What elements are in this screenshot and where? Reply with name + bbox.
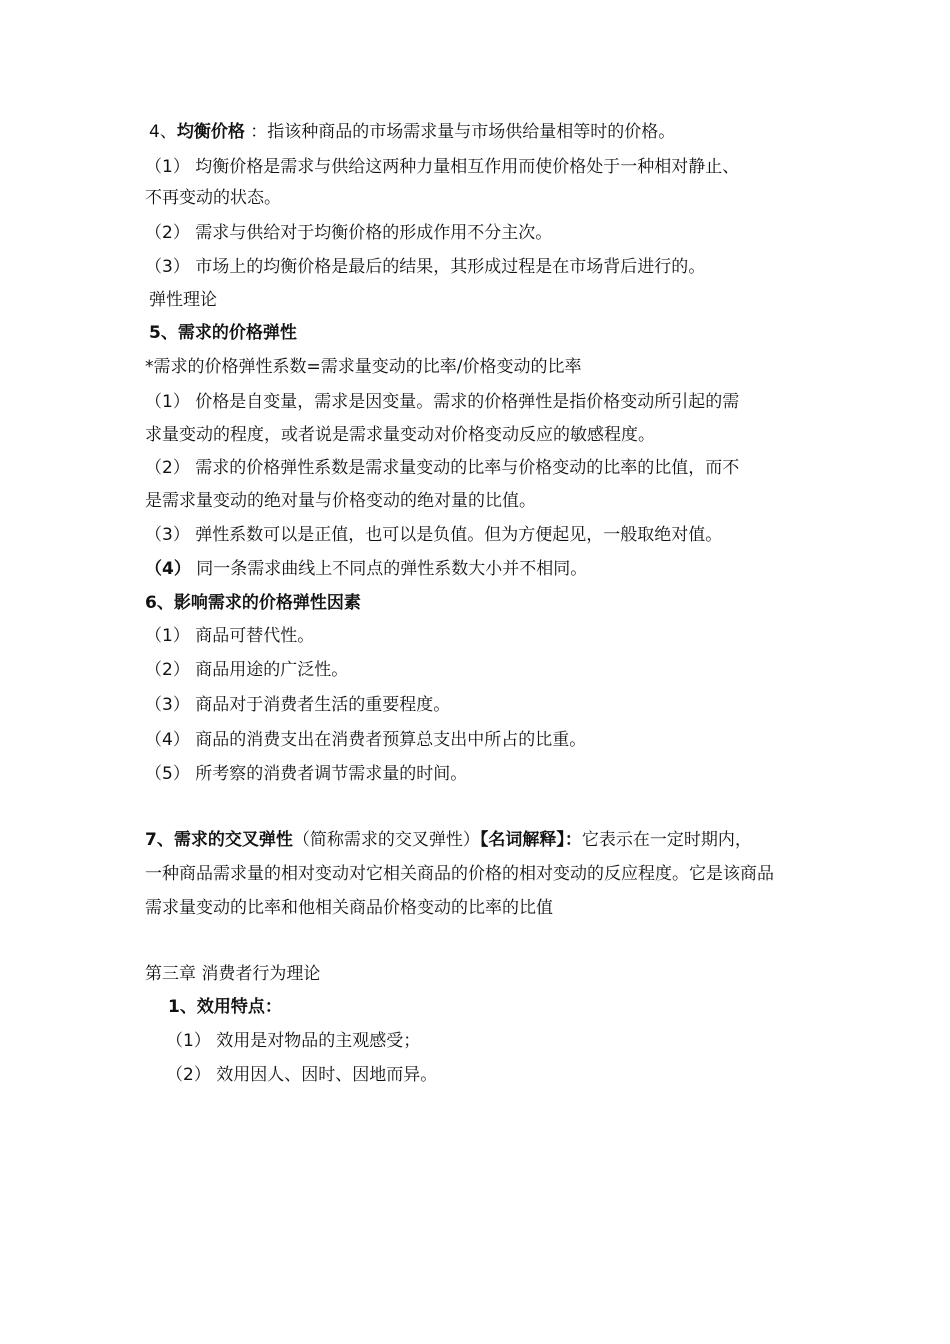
chapter-3-item-2: （2） 效用因人、因时、因地而异。 [166,1065,438,1085]
section-4-number: 4、 [149,122,177,142]
section-7-tag: 【名词解释】： [479,830,582,850]
chapter-3-item-1: （1） 效用是对物品的主观感受； [166,1031,421,1051]
section-4-def: ：指该种商品的市场需求量与市场供给量相等时的价格。 [244,122,676,142]
section-6-title: 6、影响需求的价格弹性因素 [145,593,361,613]
chapter-3-subtitle: 1、效用特点： [168,997,282,1017]
section-4-item-3: （3） 市场上的均衡价格是最后的结果，其形成过程是在市场背后进行的。 [145,257,706,277]
section-7-title: 7、需求的交叉弹性 [145,830,293,850]
section-6-item-4: （4） 商品的消费支出在消费者预算总支出中所占的比重。 [145,730,587,750]
section-7-paren: （简称需求的交叉弹性） [292,830,480,850]
section-7-line-3: 需求量变动的比率和他相关商品价格变动的比率的比值 [145,898,553,918]
section-5-title: 5、需求的价格弹性 [149,323,297,343]
section-5-item-4-text: 同一条需求曲线上不同点的弹性系数大小并不相同。 [190,559,588,579]
section-5-line-5: （3） 弹性系数可以是正值，也可以是负值。但为方便起见，一般取绝对值。 [145,525,723,545]
section-6-item-2: （2） 商品用途的广泛性。 [145,660,349,680]
section-4-definition [149,121,675,143]
section-5-line-1: （1） 价格是自变量，需求是因变量。需求的价格弹性是指价格变动所引起的需 [145,392,740,412]
section-4-item-2: （2） 需求与供给对于均衡价格的形成作用不分主次。 [145,223,553,243]
section-4-item-1-cont: 不再变动的状态。 [145,188,281,208]
section-5-line-4: 是需求量变动的绝对量与价格变动的绝对量的比值。 [145,491,536,511]
section-5-item-4-number: （4） [145,559,191,579]
section-7-def-start: 它表示在一定时期内， [581,830,752,850]
section-5-formula: *需求的价格弹性系数=需求量变动的比率/价格变动的比率 [145,357,582,377]
section-6-item-1: （1） 商品可替代性。 [145,626,315,646]
section-6-item-3: （3） 商品对于消费者生活的重要程度。 [145,695,451,715]
section-7-line-1 [145,829,752,851]
section-6-item-5: （5） 所考察的消费者调节需求量的时间。 [145,764,468,784]
section-5-line-3: （2） 需求的价格弹性系数是需求量变动的比率与价格变动的比率的比值，而不 [145,458,740,478]
section-5-item-4 [145,558,587,580]
section-5-line-2: 求量变动的程度，或者说是需求量变动对价格变动反应的敏感程度。 [145,425,655,445]
section-4-item-1: （1） 均衡价格是需求与供给这两种力量相互作用而使价格处于一种相对静止、 [145,157,740,177]
chapter-3-title: 第三章 消费者行为理论 [145,964,321,984]
section-4-term: 均衡价格 [176,122,245,142]
section-7-line-2: 一种商品需求量的相对变动对它相关商品的价格的相对变动的反应程度。它是该商品 [145,864,774,884]
elasticity-heading: 弹性理论 [149,290,217,310]
